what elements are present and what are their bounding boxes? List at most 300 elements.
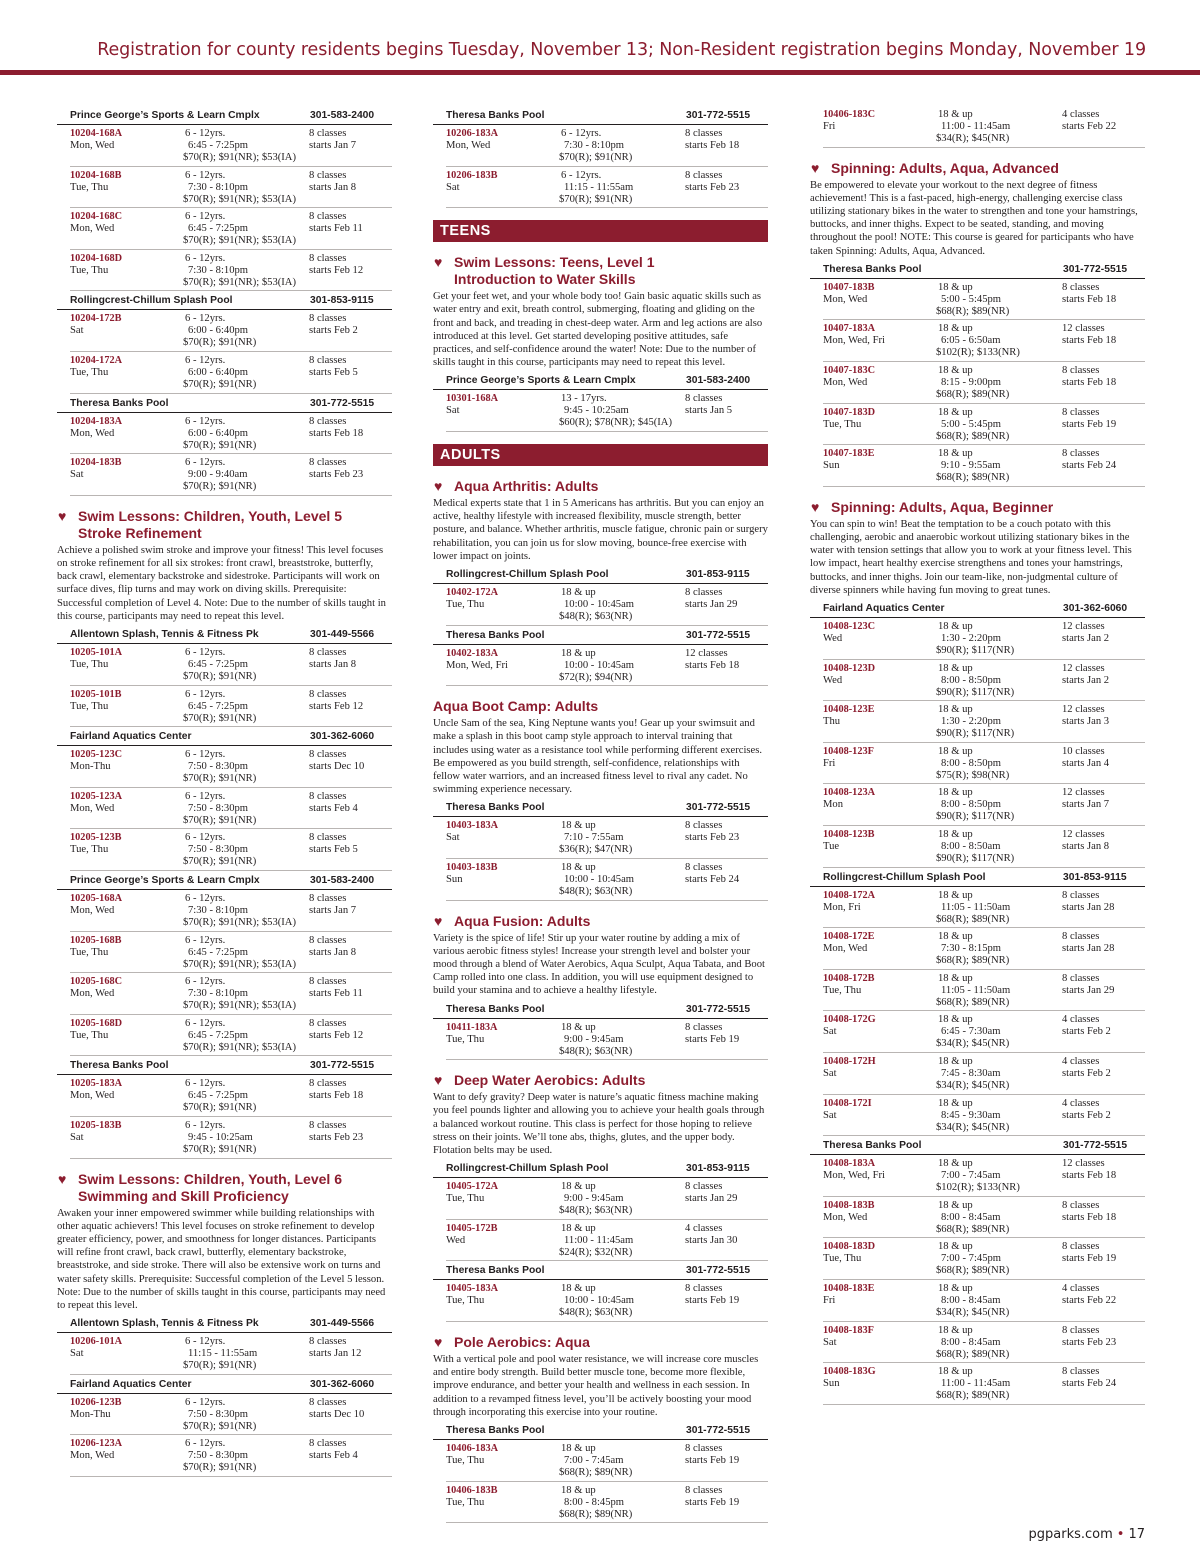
course-classes: 8 classes — [685, 1443, 723, 1455]
program-title-line: Swim Lessons: Teens, Level 1 — [454, 254, 655, 271]
program-heading — [433, 1334, 768, 1351]
course-code[interactable]: 10406-183B — [446, 1484, 498, 1496]
course-code[interactable]: 10205-168D — [70, 1017, 123, 1029]
course-age: 6 - 12yrs. — [185, 1017, 226, 1029]
course-time: 7:30 - 8:10pm — [188, 904, 249, 916]
course-age: 18 & up — [561, 587, 596, 599]
header-rule — [0, 70, 1200, 75]
course-row — [446, 1019, 768, 1061]
course-code[interactable]: 10204-168D — [70, 252, 123, 264]
course-code[interactable]: 10408-123F — [823, 745, 874, 757]
course-row — [446, 167, 768, 209]
location-phone: 301-772-5515 — [686, 802, 751, 814]
course-start: starts Feb 23 — [685, 181, 740, 193]
location-phone: 301-772-5515 — [686, 1003, 751, 1015]
course-classes: 12 classes — [1062, 704, 1105, 716]
course-age: 18 & up — [938, 1282, 973, 1294]
course-fee: $60(R); $78(NR); $45(IA) — [559, 417, 672, 429]
course-classes: 8 classes — [685, 393, 723, 405]
course-row — [823, 1053, 1145, 1095]
course-classes: 8 classes — [309, 415, 347, 427]
course-age: 18 & up — [938, 323, 973, 335]
course-days: Sat — [823, 1026, 837, 1038]
course-time: 7:50 - 8:30pm — [188, 761, 249, 773]
course-start: starts Feb 18 — [685, 140, 740, 151]
course-fee: $70(R); $91(NR) — [183, 1143, 257, 1155]
course-classes: 8 classes — [309, 1119, 347, 1131]
location-phone: 301-362-6060 — [310, 731, 375, 743]
course-days: Mon-Thu — [70, 1408, 111, 1420]
course-age: 18 & up — [938, 889, 973, 901]
course-start: starts Jan 29 — [1062, 984, 1115, 996]
location-header — [810, 1136, 1145, 1155]
heart-icon: ♥ — [58, 507, 67, 524]
course-code[interactable]: 10405-172B — [446, 1222, 498, 1234]
location-name: Fairland Aquatics Center — [70, 1378, 192, 1390]
location-name: Theresa Banks Pool — [446, 1425, 545, 1437]
location-name: Theresa Banks Pool — [70, 1060, 169, 1072]
course-classes: 8 classes — [685, 1283, 723, 1295]
course-age: 18 & up — [561, 820, 596, 832]
course-start: starts Feb 23 — [309, 1131, 364, 1143]
course-days: Tue, Thu — [70, 1029, 109, 1041]
course-code[interactable]: 10403-183B — [446, 862, 498, 874]
course-start: starts Feb 22 — [1062, 121, 1117, 132]
course-code[interactable]: 10204-168C — [70, 211, 123, 223]
program-heading — [57, 1171, 392, 1205]
course-age: 18 & up — [561, 1443, 596, 1455]
heart-icon: ♥ — [811, 498, 820, 515]
course-classes: 8 classes — [685, 820, 723, 832]
course-code[interactable]: 10408-123E — [823, 704, 875, 716]
course-start: starts Jan 2 — [1062, 633, 1110, 644]
course-code[interactable]: 10205-101B — [70, 688, 122, 700]
course-row — [70, 208, 392, 250]
course-days: Mon, Wed — [70, 427, 115, 439]
course-age: 18 & up — [938, 448, 973, 460]
course-classes: 8 classes — [309, 688, 347, 700]
course-classes: 8 classes — [309, 790, 347, 802]
course-start: starts Feb 18 — [309, 1090, 364, 1102]
course-days: Mon, Wed — [823, 293, 868, 305]
course-days: Wed — [823, 633, 843, 644]
course-row — [446, 1178, 768, 1220]
course-code[interactable]: 10205-123C — [70, 749, 123, 761]
course-age: 6 - 12yrs. — [185, 1396, 226, 1408]
course-days: Mon, Wed — [70, 904, 115, 916]
course-age: 6 - 12yrs. — [185, 1119, 226, 1131]
course-row — [823, 928, 1145, 970]
course-row — [823, 660, 1145, 702]
location-name: Rollingcrest-Chillum Splash Pool — [70, 295, 233, 307]
course-row — [823, 1322, 1145, 1364]
course-code[interactable]: 10206-123B — [70, 1396, 122, 1408]
course-start: starts Feb 11 — [309, 223, 363, 235]
course-time: 6:45 - 7:25pm — [188, 1029, 249, 1041]
course-fee: $68(R); $89(NR) — [936, 472, 1010, 484]
course-days: Tue, Thu — [823, 418, 862, 430]
location-name: Fairland Aquatics Center — [823, 603, 945, 614]
course-classes: 8 classes — [309, 354, 347, 366]
course-start: starts Jan 28 — [1062, 943, 1115, 955]
course-start: starts Feb 18 — [1062, 335, 1117, 347]
course-time: 6:45 - 7:25pm — [188, 700, 249, 712]
course-age: 6 - 12yrs. — [185, 892, 226, 904]
course-classes: 8 classes — [1062, 1199, 1100, 1211]
course-row — [823, 1197, 1145, 1239]
site-link[interactable]: pgparks.com — [1028, 1527, 1113, 1542]
course-row — [823, 320, 1145, 362]
course-classes: 8 classes — [1062, 931, 1100, 943]
course-start: starts Feb 12 — [309, 700, 364, 712]
course-fee: $70(R); $91(NR); $53(IA) — [183, 1041, 296, 1053]
location-phone: 301-853-9115 — [686, 1163, 750, 1175]
section-header: ADULTS — [433, 444, 768, 466]
course-days: Mon, Wed — [70, 1450, 115, 1462]
course-fee: $70(R); $91(NR) — [183, 337, 257, 349]
location-phone: 301-583-2400 — [310, 110, 375, 121]
course-age: 18 & up — [938, 621, 973, 632]
page-number: 17 — [1128, 1527, 1145, 1542]
course-fee: $68(R); $89(NR) — [936, 430, 1010, 442]
course-age: 6 - 12yrs. — [185, 790, 226, 802]
location-name: Theresa Banks Pool — [446, 802, 545, 814]
course-age: 18 & up — [938, 1014, 973, 1026]
course-days: Sat — [823, 1067, 837, 1079]
course-age: 18 & up — [938, 281, 973, 293]
course-code[interactable]: 10407-183D — [823, 406, 876, 418]
location-name: Theresa Banks Pool — [823, 263, 922, 275]
course-fee: $90(R); $117(NR) — [936, 645, 1015, 656]
course-age: 18 & up — [938, 662, 973, 674]
course-row — [446, 1440, 768, 1482]
location-header — [57, 625, 392, 644]
course-code[interactable]: 10405-183A — [446, 1283, 499, 1295]
course-code[interactable]: 10408-172G — [823, 1014, 876, 1026]
course-code[interactable]: 10407-183E — [823, 448, 875, 460]
program-description: You can spin to win! Beat the temptation to be a couch potato with this challenging, aerobic and anaerobic workout utilizing stationary bikes in the water with tension settings that allow you to work at your fitness level. This low impact, heart healthy exercise strengthens and tones your hamstrings, buttocks, and inner thighs. Join our team-like, non-judgmental culture of diverse spinners while having fun moving to great tunes. — [810, 518, 1132, 596]
course-code[interactable]: 10408-183F — [823, 1324, 874, 1336]
course-time: 11:00 - 11:45am — [941, 121, 1011, 132]
course-start: starts Feb 11 — [309, 988, 363, 1000]
course-row — [70, 352, 392, 394]
course-classes: 8 classes — [309, 313, 347, 325]
course-row — [823, 1095, 1145, 1137]
course-age: 18 & up — [938, 1097, 973, 1109]
course-start: starts Jan 3 — [1062, 716, 1110, 728]
course-age: 6 - 12yrs. — [185, 832, 226, 844]
program-title-line: Stroke Refinement — [78, 524, 202, 541]
course-time: 1:30 - 2:20pm — [941, 633, 1002, 644]
course-classes: 8 classes — [1062, 1324, 1100, 1336]
course-fee: $70(R); $91(NR); $53(IA) — [183, 276, 296, 288]
course-classes: 8 classes — [685, 862, 723, 874]
course-start: starts Feb 12 — [309, 1029, 364, 1041]
course-code[interactable]: 10204-183B — [70, 457, 122, 469]
course-days: Tue, Thu — [446, 1455, 485, 1467]
course-start: starts Feb 2 — [1062, 1109, 1111, 1121]
course-start: starts Feb 18 — [1062, 293, 1117, 305]
course-fee: $70(R); $91(NR) — [183, 712, 257, 724]
course-code[interactable]: 10408-172A — [823, 889, 876, 901]
course-row — [446, 645, 768, 687]
course-classes: 10 classes — [1062, 745, 1105, 757]
course-code[interactable]: 10205-123B — [70, 832, 122, 844]
course-days: Sat — [70, 1131, 84, 1143]
location-header — [57, 1375, 392, 1394]
course-start: starts Jan 7 — [309, 904, 357, 916]
course-time: 7:00 - 7:45pm — [941, 1253, 1002, 1265]
course-row — [70, 310, 392, 352]
course-days: Tue, Thu — [446, 599, 485, 611]
course-code[interactable]: 10408-183B — [823, 1199, 875, 1211]
course-code[interactable]: 10405-172A — [446, 1181, 499, 1193]
course-time: 8:45 - 9:30am — [941, 1109, 1001, 1121]
course-classes: 8 classes — [685, 169, 723, 181]
course-days: Sat — [446, 832, 460, 844]
location-phone: 301-772-5515 — [1063, 263, 1128, 275]
course-code[interactable]: 10408-172E — [823, 931, 875, 943]
program-title-line: Swimming and Skill Proficiency — [78, 1187, 289, 1204]
course-days: Mon, Wed — [70, 223, 115, 235]
course-days: Tue — [823, 840, 840, 852]
course-time: 11:15 - 11:55am — [564, 181, 634, 193]
column-left — [57, 106, 392, 1477]
program-heading — [433, 1072, 768, 1089]
course-age: 18 & up — [938, 1055, 973, 1067]
course-age: 6 - 12yrs. — [185, 1336, 226, 1348]
course-classes: 8 classes — [685, 1181, 723, 1193]
course-row — [70, 167, 392, 209]
course-row — [70, 890, 392, 932]
course-fee: $90(R); $117(NR) — [936, 728, 1015, 740]
course-fee: $70(R); $91(NR) — [183, 814, 257, 826]
course-code[interactable]: 10408-183E — [823, 1282, 875, 1294]
course-fee: $48(R); $63(NR) — [559, 1307, 633, 1319]
course-time: 9:00 - 9:40am — [188, 469, 248, 481]
course-code[interactable]: 10206-123A — [70, 1438, 123, 1450]
course-days: Sat — [70, 325, 84, 337]
program-heading — [433, 698, 768, 715]
course-days: Tue, Thu — [70, 366, 109, 378]
location-header — [810, 260, 1145, 279]
program-description: Uncle Sam of the sea, King Neptune wants you! Gear up your swimsuit and make a splash in this boot camp style approach to interval training that includes using water as a resistance tool while performing different exercises. Be empowered as you build strength, self-confidence, relationships with fellow water warriors, and an increased fitness level to rival any cadet. No swimming experience necessary. — [433, 718, 762, 796]
course-time: 1:30 - 2:20pm — [941, 716, 1002, 728]
course-code[interactable]: 10204-172A — [70, 354, 123, 366]
course-code[interactable]: 10408-183D — [823, 1241, 876, 1253]
course-row — [70, 1435, 392, 1477]
course-code[interactable]: 10206-183B — [446, 169, 498, 181]
course-days: Mon, Wed — [823, 943, 868, 955]
course-code[interactable]: 10204-168B — [70, 169, 122, 181]
course-fee: $34(R); $45(NR) — [936, 1121, 1010, 1133]
course-start: starts Feb 23 — [1062, 1336, 1117, 1348]
course-days: Tue, Thu — [446, 1193, 485, 1205]
course-start: starts Jan 12 — [309, 1348, 362, 1360]
location-header — [433, 1159, 768, 1178]
program-description: Variety is the spice of life! Stir up your water routine by adding a mix of various aerobic fitness styles! Increase your strength level and bolster your mood through a blend of Water Aerobics, Aqua Sculpt, Aqua Tabata, and Boot Camp rolled into one class. In addition, you will use equipment designed to build your stamina and to achieve a healthy lifestyle. — [433, 932, 765, 997]
course-code[interactable]: 10204-168A — [70, 128, 123, 139]
course-classes: 8 classes — [309, 934, 347, 946]
course-time: 5:00 - 5:45pm — [941, 293, 1002, 305]
course-code[interactable]: 10205-123A — [70, 790, 123, 802]
location-header — [57, 291, 392, 310]
course-row — [446, 1220, 768, 1262]
course-fee: $68(R); $89(NR) — [936, 1265, 1010, 1277]
course-time: 6:00 - 6:40pm — [188, 325, 249, 337]
course-classes: 12 classes — [1062, 323, 1105, 335]
course-row — [823, 1363, 1145, 1405]
course-days: Sat — [446, 405, 460, 417]
course-code[interactable]: 10406-183A — [446, 1443, 499, 1455]
course-code[interactable]: 10406-183C — [823, 109, 876, 120]
course-code[interactable]: 10408-183G — [823, 1366, 876, 1378]
course-time: 10:00 - 10:45am — [564, 874, 635, 886]
registration-banner: Registration for county residents begins Tuesday, November 13; Non-Resident registration begins Monday, November 19 — [97, 40, 1146, 60]
course-days: Tue, Thu — [70, 844, 109, 856]
course-time: 7:00 - 7:45am — [941, 1170, 1001, 1182]
course-fee: $90(R); $117(NR) — [936, 852, 1015, 864]
course-code[interactable]: 10205-101A — [70, 646, 123, 658]
course-fee: $48(R); $63(NR) — [559, 1205, 633, 1217]
course-fee: $68(R); $89(NR) — [936, 1390, 1010, 1402]
course-age: 18 & up — [938, 1241, 973, 1253]
course-fee: $70(R); $91(NR) — [559, 193, 633, 205]
course-code[interactable]: 10408-123B — [823, 828, 875, 840]
course-code[interactable]: 10408-172B — [823, 972, 875, 984]
program-title-line: Aqua Fusion: Adults — [454, 912, 591, 929]
location-phone: 301-772-5515 — [686, 1265, 751, 1277]
course-row — [70, 973, 392, 1015]
course-code[interactable]: 10204-183A — [70, 415, 123, 427]
course-row — [70, 1333, 392, 1375]
course-classes: 12 classes — [1062, 621, 1105, 632]
course-age: 6 - 12yrs. — [185, 354, 226, 366]
course-row — [823, 784, 1145, 826]
course-classes: 4 classes — [1062, 1282, 1100, 1294]
course-classes: 8 classes — [309, 749, 347, 761]
course-time: 6:45 - 7:25pm — [188, 1090, 249, 1102]
course-fee: $68(R); $89(NR) — [936, 1348, 1010, 1360]
course-code[interactable]: 10408-123C — [823, 621, 876, 632]
course-code[interactable]: 10205-168A — [70, 892, 123, 904]
course-start: starts Feb 18 — [309, 427, 364, 439]
course-days: Sat — [823, 1109, 837, 1121]
course-days: Mon, Wed, Fri — [446, 659, 508, 671]
course-code[interactable]: 10408-172H — [823, 1055, 876, 1067]
course-code[interactable]: 10205-168C — [70, 976, 123, 988]
heart-icon: ♥ — [434, 478, 443, 494]
course-days: Fri — [823, 1294, 836, 1306]
course-fee: $36(R); $47(NR) — [559, 844, 633, 856]
course-fee: $90(R); $117(NR) — [936, 811, 1015, 823]
course-age: 6 - 12yrs. — [185, 976, 226, 988]
course-row — [70, 1394, 392, 1436]
course-start: starts Feb 12 — [309, 264, 364, 276]
course-fee: $70(R); $91(NR) — [183, 1420, 257, 1432]
course-start: starts Feb 19 — [685, 1455, 740, 1467]
course-code[interactable]: 10301-168A — [446, 393, 499, 405]
location-name: Rollingcrest-Chillum Splash Pool — [446, 569, 609, 581]
course-code[interactable]: 10402-172A — [446, 587, 499, 599]
location-name: Theresa Banks Pool — [446, 1003, 545, 1015]
program-title-line: Deep Water Aerobics: Adults — [454, 1072, 646, 1089]
location-phone: 301-772-5515 — [310, 1060, 375, 1072]
course-code[interactable]: 10204-172B — [70, 313, 122, 325]
page-header — [0, 0, 1200, 78]
course-start: starts Jan 7 — [1062, 799, 1110, 811]
course-time: 10:00 - 10:45am — [564, 1295, 635, 1307]
course-classes: 8 classes — [685, 1484, 723, 1496]
location-name: Theresa Banks Pool — [823, 1140, 922, 1152]
course-start: starts Feb 24 — [685, 874, 740, 886]
location-name: Rollingcrest-Chillum Splash Pool — [823, 871, 986, 883]
course-code[interactable]: 10407-183C — [823, 365, 876, 376]
course-time: 7:30 - 8:15pm — [941, 943, 1002, 955]
location-phone: 301-449-5566 — [310, 1318, 375, 1330]
course-code[interactable]: 10205-168B — [70, 934, 122, 946]
program-title-line: Aqua Boot Camp: Adults — [433, 698, 599, 715]
course-fee: $34(R); $45(NR) — [936, 133, 1010, 144]
course-classes: 8 classes — [309, 457, 347, 469]
course-days: Tue, Thu — [70, 658, 109, 670]
course-code[interactable]: 10403-183A — [446, 820, 499, 832]
course-fee: $90(R); $117(NR) — [936, 686, 1015, 698]
course-days: Mon, Wed — [70, 140, 115, 151]
program-title-line: Spinning: Adults, Aqua, Advanced — [831, 159, 1059, 176]
program-title-line: Spinning: Adults, Aqua, Beginner — [831, 498, 1054, 515]
course-days: Sun — [823, 460, 840, 472]
course-classes: 4 classes — [685, 1222, 723, 1234]
course-days: Thu — [823, 716, 841, 728]
course-start: starts Jan 29 — [685, 1193, 738, 1205]
course-row — [823, 445, 1145, 487]
course-fee: $34(R); $45(NR) — [936, 1038, 1010, 1050]
course-days: Tue, Thu — [823, 984, 862, 996]
course-code[interactable]: 10411-183A — [446, 1021, 498, 1033]
course-start: starts Jan 28 — [1062, 901, 1115, 913]
course-code[interactable]: 10206-101A — [70, 1336, 123, 1348]
course-code[interactable]: 10407-183B — [823, 281, 875, 293]
course-code[interactable]: 10407-183A — [823, 323, 876, 335]
program-description: Want to defy gravity? Deep water is nature’s aquatic fitness machine making you feel pounds lighter and allowing you to achieve your health goals through a balanced workout routine. This class is perfect for those hoping to relieve stress on their joints. We’ll tone abs, thighs, glutes, and the upper body. Flotation belts may be used. — [433, 1092, 765, 1157]
course-classes: 8 classes — [309, 1017, 347, 1029]
course-classes: 8 classes — [309, 1078, 347, 1090]
course-row — [70, 125, 392, 167]
course-start: starts Jan 8 — [309, 658, 357, 670]
course-code[interactable]: 10205-183B — [70, 1119, 122, 1131]
course-code[interactable]: 10402-183A — [446, 647, 499, 659]
course-code[interactable]: 10205-183A — [70, 1078, 123, 1090]
course-row — [70, 686, 392, 728]
course-fee: $70(R); $91(NR); $53(IA) — [183, 916, 296, 928]
course-row — [70, 454, 392, 496]
course-code[interactable]: 10408-123A — [823, 787, 876, 799]
course-code[interactable]: 10206-183A — [446, 128, 499, 139]
column-middle — [433, 106, 768, 1523]
course-classes: 8 classes — [1062, 448, 1100, 460]
course-code[interactable]: 10408-172I — [823, 1097, 872, 1109]
course-code[interactable]: 10408-123D — [823, 662, 876, 674]
course-code[interactable]: 10408-183A — [823, 1158, 876, 1170]
location-phone: 301-449-5566 — [310, 628, 375, 640]
location-phone: 301-853-9115 — [1063, 871, 1127, 883]
course-time: 6:45 - 7:25pm — [188, 658, 249, 670]
course-time: 8:00 - 8:50pm — [941, 674, 1002, 686]
course-age: 6 - 12yrs. — [185, 169, 226, 181]
course-days: Sat — [70, 1348, 84, 1360]
program-title-line: Swim Lessons: Children, Youth, Level 5 — [78, 507, 342, 524]
